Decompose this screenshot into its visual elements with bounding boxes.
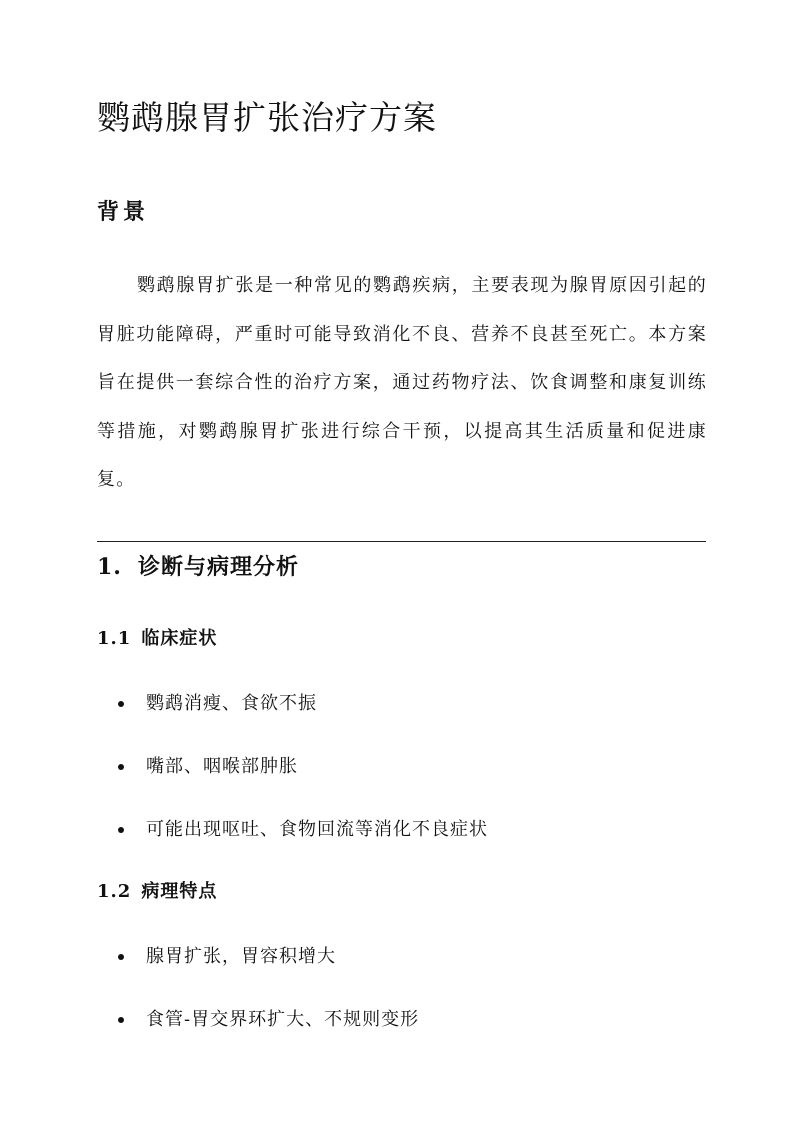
list-item-text: 食管-胃交界环扩大、不规则变形 [146,1009,420,1030]
subsection-1-2-heading [97,877,217,907]
list-item [118,815,698,878]
bullet-icon [118,954,124,960]
pathology-features-list [118,942,698,1068]
list-item [118,1005,698,1068]
subsection-1-2-title: 病理特点 [141,881,218,902]
section-1-title: 诊断与病理分析 [137,554,299,580]
bullet-icon [118,827,124,833]
subsection-1-2-number: 1.2 [97,881,132,902]
background-heading: 背景 [97,199,150,225]
subsection-1-1-heading [97,624,217,654]
background-paragraph: 鹦鹉腺胃扩张是一种常见的鹦鹉疾病，主要表现为腺胃原因引起的胃脏功能障碍，严重时可能导致消化不良、营养不良甚至死亡。本方案旨在提供一套综合性的治疗方案，通过药物疗法、饮食调整和康复训练等措施，对鹦鹉腺胃扩张进行综合干预，以提高其生活质量和促进康复。 [97,275,707,490]
list-item [118,689,698,752]
section-divider [97,541,706,542]
section-1-heading [97,550,299,584]
section-1-number: 1. [97,554,122,580]
subsection-1-1-number: 1.1 [97,628,132,649]
list-item-text: 可能出现呕吐、食物回流等消化不良症状 [146,819,488,840]
list-item-text: 嘴部、咽喉部肿胀 [146,756,298,777]
document-title: 鹦鹉腺胃扩张治疗方案 [97,98,437,137]
bullet-icon [118,764,124,770]
bullet-icon [118,1017,124,1023]
bullet-icon [118,701,124,707]
list-item-text: 鹦鹉消瘦、食欲不振 [146,693,317,714]
list-item [118,752,698,815]
list-item [118,942,698,1005]
clinical-symptoms-list [118,689,698,878]
list-item-text: 腺胃扩张，胃容积增大 [146,946,336,967]
subsection-1-1-title: 临床症状 [141,628,218,649]
